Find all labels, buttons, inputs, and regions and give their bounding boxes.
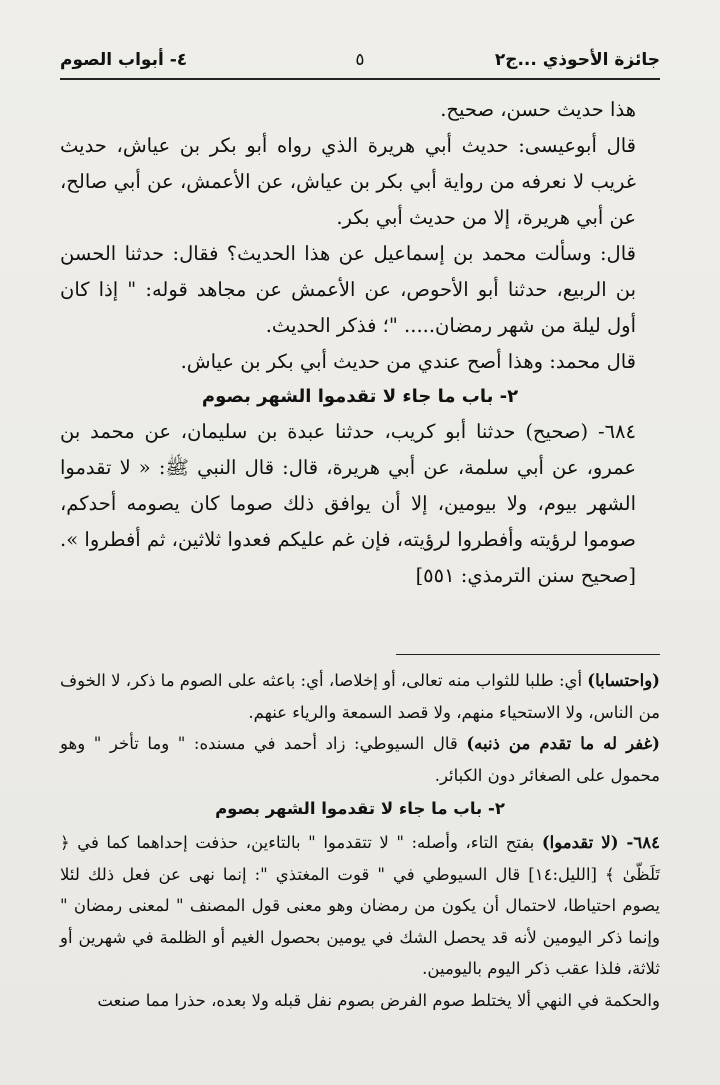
- footnote: والحكمة في النهي ألا يختلط صوم الفرض بصوم نفل قبله ولا بعده، حذرا مما صنعت: [97, 990, 660, 1010]
- hadith-paragraph: ٦٨٤- (صحيح) حدثنا أبو كريب، حدثنا عبدة بن سليمان، عن محمد بن عمرو، عن أبي سلمة، عن أبي هريرة، قال: قال النبي ﷺ: « لا تقدموا الشهر بيوم، ولا بيومين، إلا أن يوافق ذلك صوما كان يصومه أحدكم، صوموا لرؤيته وأفطروا لرؤيته، فإن غم عليكم فعدوا ثلاثين، ثم أفطروا ». [صحيح سنن الترمذي: ٥٥١]: [60, 420, 636, 587]
- footnote-text: قال السيوطي: زاد أحمد في مسنده: " وما تأخر " وهو محمول على الصغائر دون الكبائر.: [60, 734, 660, 785]
- section-title: ٤- أبواب الصوم: [60, 50, 188, 70]
- main-text: [60, 92, 660, 594]
- paragraph: هذا حديث حسن، صحيح.: [440, 98, 636, 121]
- page-number: ٥: [355, 50, 365, 70]
- footnote-divider: [396, 654, 660, 655]
- footnote-term: (واحتسابا): [587, 671, 660, 690]
- footnote-text: أي: طلبا للثواب منه تعالى، أو إخلاصا، أي: باعثه على الصوم ما ذكر، لا الخوف من الناس، ولا الاستحياء منهم، ولا قصد السمعة والرياء عنهم.: [60, 671, 660, 722]
- book-title: جائزة الأحوذي ...ج٢: [494, 50, 660, 70]
- paragraph: قال محمد: وهذا أصح عندي من حديث أبي بكر بن عياش.: [180, 350, 636, 373]
- footnote-heading: ٢- باب ما جاء لا تقدموا الشهر بصوم: [215, 799, 505, 818]
- paragraph: قال: وسألت محمد بن إسماعيل عن هذا الحديث؟ فقال: حدثنا الحسن بن الربيع، حدثنا أبو الأحوص، عن الأعمش عن مجاهد قوله: " إذا كان أول ليلة من شهر رمضان..... "؛ فذكر الحديث.: [60, 242, 636, 337]
- paragraph: قال أبوعيسى: حديث أبي هريرة الذي رواه أبو بكر بن عياش، حديث غريب لا نعرفه من رواية أبي بكر بن عياش، عن الأعمش، عن أبي صالح، عن أبي هريرة، إلا من حديث أبي بكر.: [60, 134, 636, 229]
- footnote: [60, 728, 660, 791]
- footnote-text: بفتح التاء، وأصله: " لا تتقدموا " بالتاءين، حذفت إحداهما كما في ﴿ تَلَظّىٰ ﴾ [الليل:١٤] قال السيوطي في " قوت المغتذي ": إنما نهى عن فعل ذلك لئلا يصوم احتياطا، لاحتمال أن يكون من رمضان وهو معنى قول المصنف " لمعنى رمضان " وإنما ذكر اليومين لأنه قد يحصل الشك في يومين بحصول الغيم أو الظلمة في شهرين أو ثلاثة، فلذا عقب ذكر اليوم باليومين.: [60, 833, 661, 978]
- chapter-heading: ٢- باب ما جاء لا تقدموا الشهر بصوم: [201, 386, 519, 407]
- footnote: [60, 827, 660, 985]
- page-header: [60, 50, 660, 80]
- footnote-term: ٦٨٤- (لا تقدموا): [541, 833, 660, 852]
- footnotes: [60, 648, 660, 1016]
- footnote: [60, 665, 660, 728]
- footnote-term: (غفر له ما تقدم من ذنبه): [466, 734, 660, 753]
